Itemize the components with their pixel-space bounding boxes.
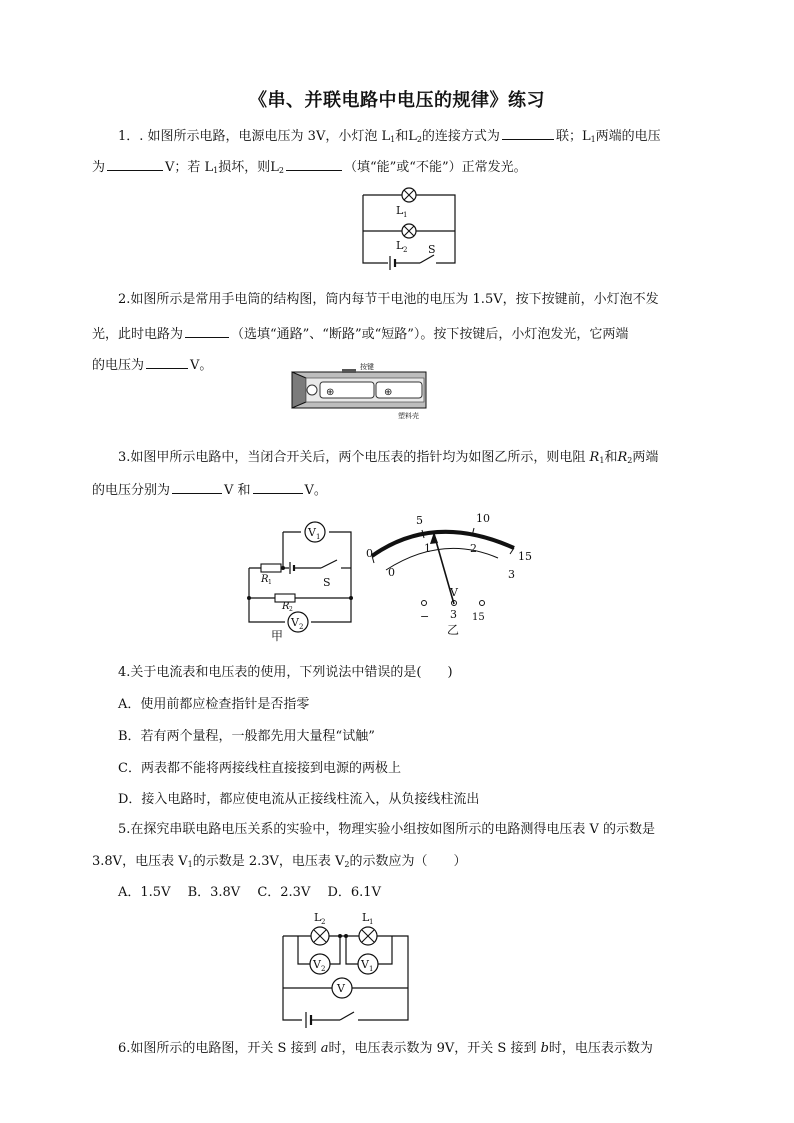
q2-line-1: 2.如图所示是常用手电筒的结构图，筒内每节干电池的电压为 1.5V，按下按键前，小灯泡不发: [118, 292, 659, 307]
q3-blank-1[interactable]: [172, 480, 222, 494]
q2-button-label: 按键: [360, 363, 374, 371]
q3-circuit-figure-jia: [245, 516, 360, 644]
q3-switch-label: S: [323, 576, 331, 589]
q2-line-3: 的电压为 V。: [92, 355, 212, 375]
q5-v2-label: V: [313, 958, 321, 971]
q4-option-b[interactable]: B．若有两个量程，一般都先用大量程“试触”: [118, 729, 375, 744]
q3-line-1: 3.如图甲所示电路中，当闭合开关后，两个电压表的指针均为如图乙所示，则电阻 $R_1$和$R_2$两端: [118, 450, 659, 465]
q1-blank-3[interactable]: [286, 157, 342, 171]
q1-lamp-1-label: L: [396, 204, 404, 217]
q2-blank-2[interactable]: [146, 355, 188, 369]
q2-button-icon: [342, 369, 356, 373]
q3-lower-tick-3: 3: [508, 568, 515, 581]
q3-lower-tick-2: 2: [470, 542, 477, 555]
q1-line-1: 1．. 如图所示电路，电源电压为 3V，小灯泡 $L_1$和$L_2$的连接方式为 联；$L_1$两端的电压: [118, 126, 661, 149]
q2-plus-1: ⊕: [326, 387, 335, 398]
q3-r1-icon: [261, 564, 281, 572]
q5-l1-label: L: [362, 911, 370, 924]
q3-caption-yi: 乙: [447, 623, 460, 637]
page-title: 《串、并联电路中电压的规律》练习: [249, 90, 545, 111]
q5-l2-sub: 2: [321, 918, 326, 926]
q2-flashlight-figure: [286, 362, 436, 420]
q3-upper-tick-5: 5: [416, 514, 423, 527]
q4-option-a[interactable]: A．使用前都应检查指针是否指零: [118, 697, 310, 712]
q3-caption-jia: 甲: [271, 629, 284, 643]
q3-terminal-3: 3: [450, 608, 457, 621]
q3-terminal-minus: −: [420, 610, 430, 623]
q5-v2-sub: 2: [321, 965, 326, 973]
q3-upper-tick-0: 0: [366, 547, 373, 560]
q1-blank-1[interactable]: [502, 126, 554, 140]
q3-upper-tick-10: 10: [476, 512, 490, 525]
q5-lamp-2-icon: [311, 927, 329, 945]
q3-terminal-15: 15: [472, 612, 485, 623]
q3-upper-tick-15: 15: [518, 550, 532, 563]
q3-lower-tick-1: 1: [424, 542, 431, 555]
q1-blank-2[interactable]: [107, 157, 163, 171]
q3-line-2: 的电压分别为 V 和 V。: [92, 480, 327, 500]
q1-lamp-2-icon: [402, 224, 416, 238]
q5-v1-label: V: [361, 958, 369, 971]
q3-blank-2[interactable]: [253, 480, 303, 494]
q2-battery-2-icon: [376, 382, 422, 398]
q3-terminal-15-icon: [480, 601, 485, 606]
q5-l2-label: L: [314, 911, 322, 924]
q4-stem: 4.关于电流表和电压表的使用，下列说法中错误的是( ): [118, 665, 453, 680]
q2-shell-label: 塑料壳: [398, 412, 419, 420]
q3-voltmeter-dial-figure: [364, 508, 554, 638]
q1-line-2: 为 V；若 $L_1$损坏，则$L_2$ （填“能”或“不能”）正常发光。: [92, 157, 527, 180]
q3-r1-sub: 1: [268, 579, 272, 586]
q1-lamp-2-label: L: [396, 239, 404, 252]
q3-v2-label: V: [291, 616, 299, 629]
q3-v1-sub: 1: [316, 533, 321, 541]
q1-switch-label: S: [428, 243, 436, 256]
q3-dial-unit: V: [450, 586, 458, 599]
q2-bulb-icon: [307, 385, 317, 395]
q1-lamp-1-sub: 1: [403, 211, 408, 219]
q5-l1-sub: 1: [369, 918, 374, 926]
q1-circuit-figure: [358, 183, 468, 271]
q3-v1-label: V: [308, 526, 316, 539]
q4-option-c[interactable]: C．两表都不能将两接线柱直接接到电源的两极上: [118, 761, 401, 776]
q3-r2-sub: 2: [289, 606, 293, 613]
q5-lamp-1-icon: [359, 927, 377, 945]
q1-lamp-2-sub: 2: [403, 246, 408, 254]
q5-line-2: 3.8V，电压表 $V_1$的示数是 2.3V，电压表 $V_2$的示数应为（ ）: [92, 854, 467, 869]
q1-lamp-1-icon: [402, 188, 416, 202]
q4-option-d[interactable]: D．接入电路时，都应使电流从正接线柱流入，从负接线柱流出: [118, 792, 480, 807]
q5-options[interactable]: A．1.5V B．3.8V C．2.3V D．6.1V: [118, 885, 381, 900]
q2-blank-1[interactable]: [185, 324, 229, 338]
q5-line-1: 5.在探究串联电路电压关系的实验中，物理实验小组按如图所示的电路测得电压表 V 的示数是: [118, 822, 656, 837]
q3-r1-label: R: [261, 574, 269, 585]
q3-v2-sub: 2: [299, 623, 304, 631]
q6-line-1: 6.如图所示的电路图，开关 S 接到 a时，电压表示数为 9V，开关 S 接到 b时，电压表示数为: [118, 1041, 653, 1056]
q2-plus-2: ⊕: [384, 387, 393, 398]
q3-r2-label: R: [282, 601, 290, 612]
q2-line-2: 光，此时电路为 （选填“通路”、“断路”或“短路”）。按下按键后，小灯泡发光，它两端: [92, 324, 628, 344]
q3-lower-tick-0: 0: [388, 566, 395, 579]
q5-v-label: V: [337, 982, 345, 995]
q5-circuit-figure: [278, 908, 418, 1032]
q3-terminal-minus-icon: [422, 601, 427, 606]
q5-v1-sub: 1: [369, 965, 374, 973]
